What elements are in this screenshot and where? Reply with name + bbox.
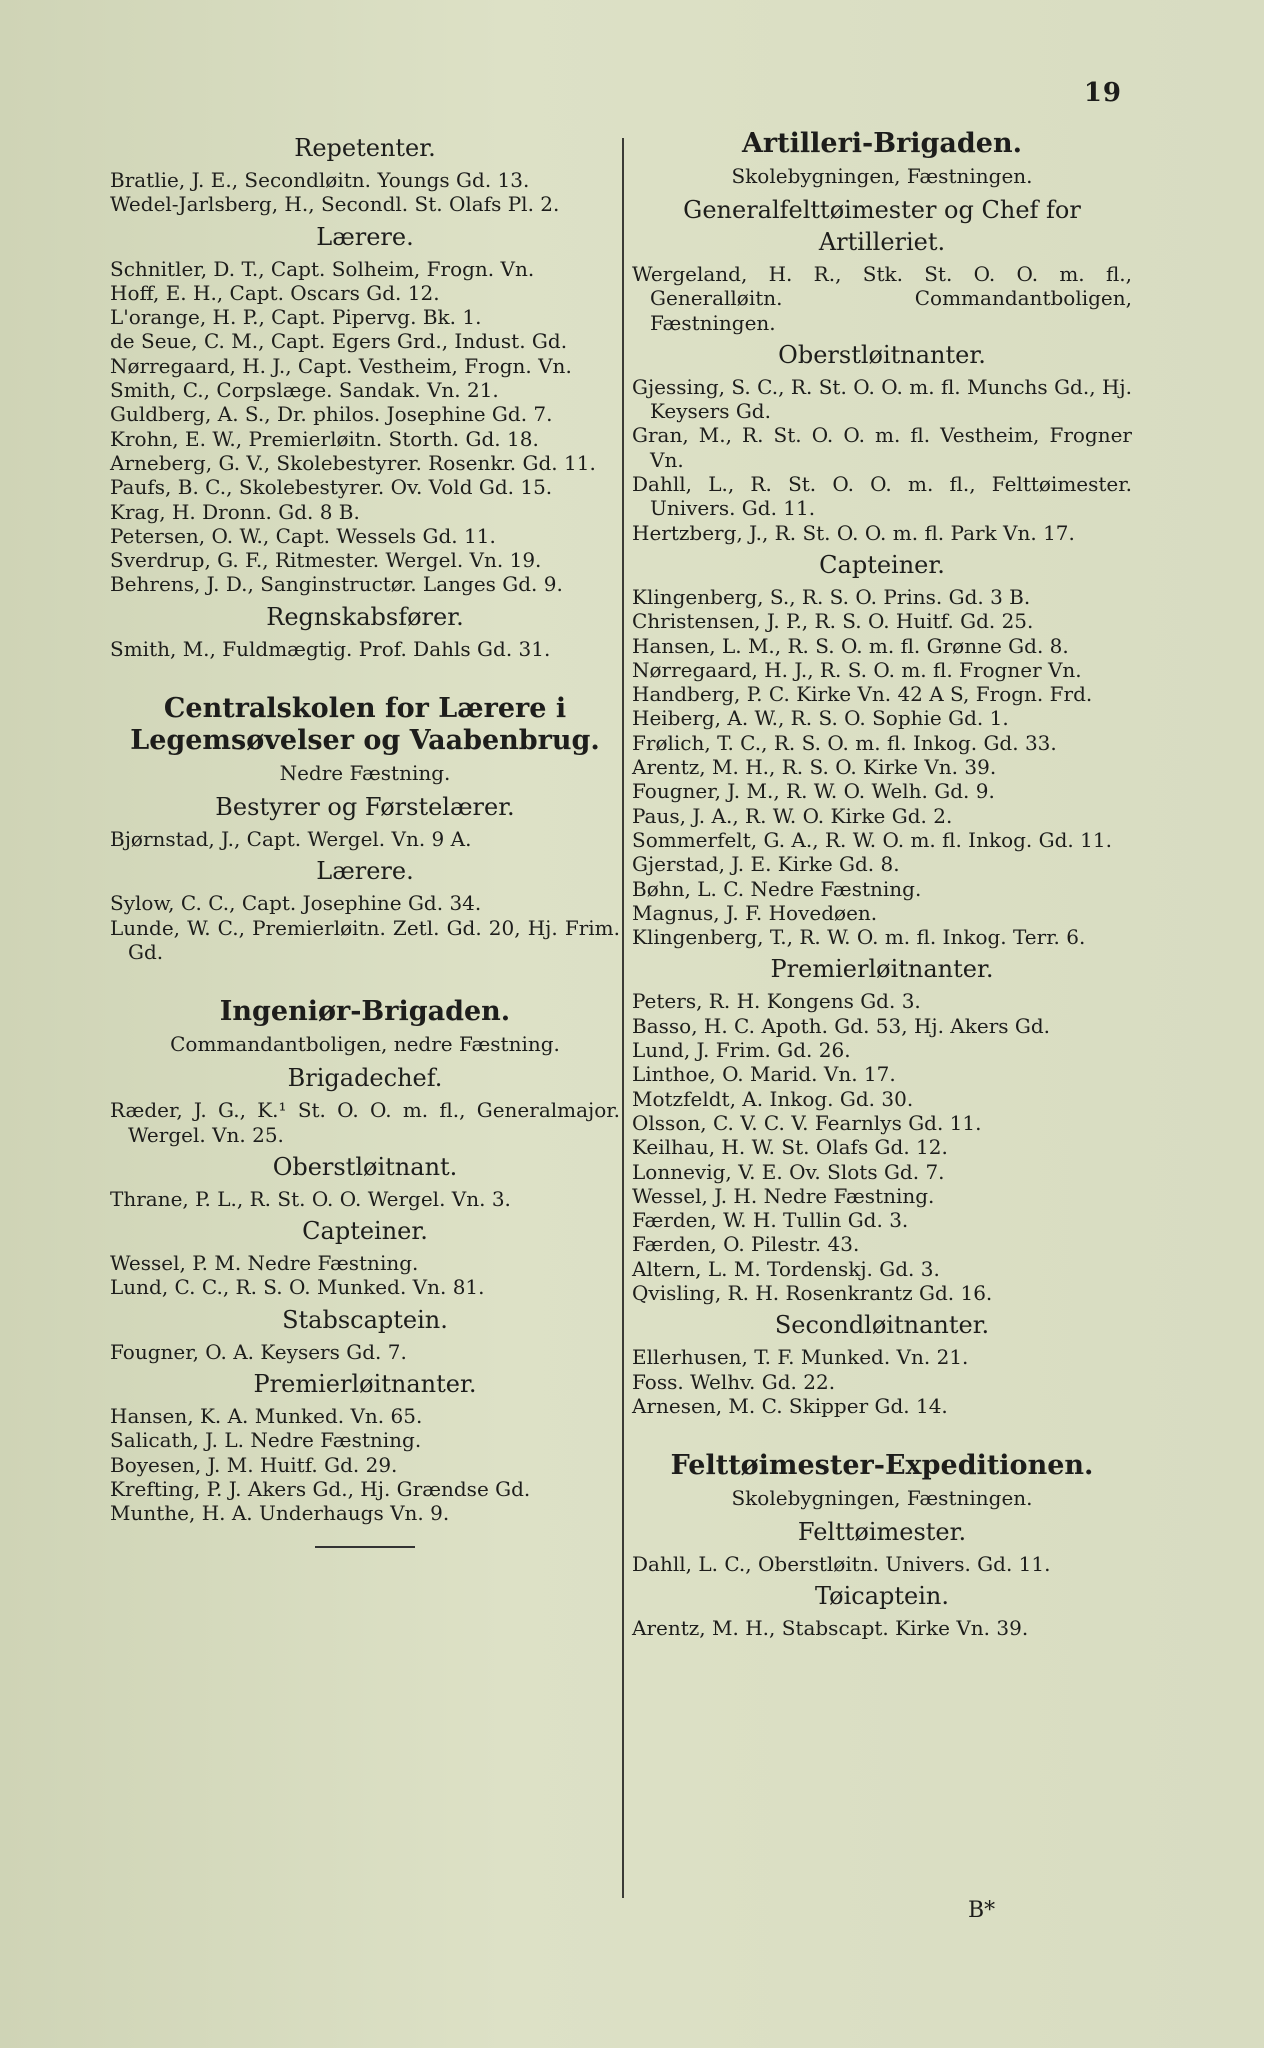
roster-entry: Wessel, P. M. Nedre Fæstning. [110,1251,419,1276]
roster-entry: Færden, O. Pilestr. 43. [632,1232,860,1257]
column-divider [622,138,624,1898]
roster-entry: Lonnevig, V. E. Ov. Slots Gd. 7. [632,1159,945,1184]
roster-entry: Hoff, E. H., Capt. Oscars Gd. 12. [110,280,440,305]
subsection-heading: Felttøimester. [797,1518,967,1547]
roster-entry: Ræder, J. G., K.¹ St. O. O. m. fl., Generalmajor. Wergel. Vn. 25. [110,1098,620,1147]
roster-entry: Fougner, J. M., R. W. O. Welh. Gd. 9. [632,779,995,804]
subsection-heading: Stabscaptein. [282,1305,448,1334]
subsection-heading: Repetenter. [294,134,436,162]
roster-entry: Hansen, L. M., R. S. O. m. fl. Grønne Gd. 8. [632,633,1069,658]
subsection-heading: Capteiner. [302,1217,428,1246]
section-gap [632,1418,1132,1450]
roster-entry: Christensen, J. P., R. S. O. Huitf. Gd. 25. [632,609,1034,634]
roster-entry: Wessel, J. H. Nedre Fæstning. [632,1183,935,1208]
subsection-heading: Brigadechef. [287,1064,443,1093]
subsection-heading: Regnskabsfører. [266,602,464,631]
roster-entry: Wedel-Jarlsberg, H., Secondl. St. Olafs Pl. 2. [110,192,560,217]
subsection-heading: Bestyrer og Førstelærer. [215,793,515,822]
roster-entry: Bjørnstad, J., Capt. Wergel. Vn. 9 A. [110,827,472,852]
roster-entry: Ellerhusen, T. F. Munked. Vn. 21. [632,1345,969,1370]
closing-rule [315,1546,415,1548]
roster-entry: Smith, C., Corpslæge. Sandak. Vn. 21. [110,378,499,403]
roster-entry: Lund, J. Frim. Gd. 26. [632,1038,851,1063]
roster-entry: Hertzberg, J., R. St. O. O. m. fl. Park Vn. 17. [632,520,1075,545]
roster-entry: Gjessing, S. C., R. St. O. O. m. fl. Munchs Gd., Hj. Keysers Gd. [632,374,1132,424]
roster-entry: Dahll, L. C., Oberstløitn. Univers. Gd. 11. [632,1552,1051,1577]
section-subtitle: Skolebygningen, Fæstningen. [731,164,1033,188]
roster-entry: Foss. Welhv. Gd. 22. [632,1369,836,1394]
roster-entry: Gran, M., R. St. O. O. m. fl. Vestheim, Frogner Vn. [632,423,1132,472]
roster-entry: Salicath, J. L. Nedre Fæstning. [110,1428,422,1453]
subsection-heading: Lærere. [316,222,414,251]
section-gap [110,964,620,996]
roster-entry: Krefting, P. J. Akers Gd., Hj. Grændse Gd. [110,1476,531,1501]
roster-entry: Sommerfelt, G. A., R. W. O. m. fl. Inkog. Gd. 11. [632,827,1112,852]
subsection-heading: Generalfelttøimester og Chef for Artilleriet. [683,196,1081,256]
subsection-heading: Lærere. [316,857,414,886]
roster-entry: L'orange, H. P., Capt. Pipervg. Bk. 1. [110,305,482,330]
roster-entry: Magnus, J. F. Hovedøen. [632,900,878,925]
subsection-heading: Premierløitnanter. [253,1370,477,1399]
section-subtitle: Skolebygningen, Fæstningen. [731,1486,1033,1511]
section-title: Centralskolen for Lærere i Legemsøvelser og Vaabenbrug. [130,693,600,757]
roster-entry: Arentz, M. H., R. S. O. Kirke Vn. 39. [632,755,997,780]
subsection-heading: Oberstløitnant. [272,1152,458,1181]
roster-entry: Sylow, C. C., Capt. Josephine Gd. 34. [110,891,482,916]
roster-entry: Paus, J. A., R. W. O. Kirke Gd. 2. [632,803,953,828]
roster-entry: Krag, H. Dronn. Gd. 8 B. [110,499,360,524]
roster-entry: Bratlie, J. E., Secondløitn. Youngs Gd. 13. [110,168,530,192]
roster-entry: Frølich, T. C., R. S. O. m. fl. Inkog. Gd. 33. [632,730,1057,755]
roster-entry: Heiberg, A. W., R. S. O. Sophie Gd. 1. [632,706,1009,731]
roster-entry: Færden, W. H. Tullin Gd. 3. [632,1208,909,1233]
roster-entry: Dahll, L., R. St. O. O. m. fl., Felttøimester. Univers. Gd. 11. [632,472,1132,521]
right-column [632,128,1132,1641]
roster-entry: Nørregaard, H. J., Capt. Vestheim, Frogn. Vn. [110,353,572,378]
section-title: Ingeniør-Brigaden. [219,996,511,1028]
roster-entry: Behrens, J. D., Sanginstructør. Langes Gd. 9. [110,572,563,597]
left-column [110,128,620,1548]
roster-entry: Wergeland, H. R., Stk. St. O. O. m. fl., Generalløitn. Commandantboligen, Fæstningen. [632,262,1132,335]
roster-entry: Fougner, O. A. Keysers Gd. 7. [110,1339,407,1364]
roster-entry: Paufs, B. C., Skolebestyrer. Ov. Vold Gd. 15. [110,475,553,500]
section-subtitle: Commandantboligen, nedre Fæstning. [170,1032,560,1057]
roster-entry: Handberg, P. C. Kirke Vn. 42 A S, Frogn. Frd. [632,682,1093,707]
roster-entry: Arentz, M. H., Stabscapt. Kirke Vn. 39. [632,1616,1029,1641]
roster-entry: Petersen, O. W., Capt. Wessels Gd. 11. [110,523,496,548]
roster-entry: Nørregaard, H. J., R. S. O. m. fl. Frogner Vn. [632,657,1082,682]
roster-entry: Linthoe, O. Marid. Vn. 17. [632,1062,896,1087]
roster-entry: Krohn, E. W., Premierløitn. Storth. Gd. 18. [110,426,539,451]
section-title: Artilleri-Brigaden. [741,128,1023,159]
roster-entry: Arnesen, M. C. Skipper Gd. 14. [632,1393,948,1418]
roster-entry: Hansen, K. A. Munked. Vn. 65. [110,1404,423,1429]
subsection-heading: Oberstløitnanter. [778,340,986,369]
roster-entry: Munthe, H. A. Underhaugs Vn. 9. [110,1501,450,1526]
section-gap [110,661,620,693]
roster-entry: Lund, C. C., R. S. O. Munked. Vn. 81. [110,1275,485,1300]
section-subtitle: Nedre Fæstning. [279,761,451,786]
roster-entry: Motzfeldt, A. Inkog. Gd. 30. [632,1086,914,1111]
roster-entry: Klingenberg, T., R. W. O. m. fl. Inkog. Terr. 6. [632,925,1086,950]
roster-entry: Peters, R. H. Kongens Gd. 3. [632,989,921,1014]
roster-entry: de Seue, C. M., Capt. Egers Grd., Indust. Gd. [110,329,568,354]
roster-entry: Sverdrup, G. F., Ritmester. Wergel. Vn. 19. [110,548,542,573]
roster-entry: Olsson, C. V. C. V. Fearnlys Gd. 11. [632,1110,982,1135]
subsection-heading: Capteiner. [819,550,945,579]
roster-entry: Guldberg, A. S., Dr. philos. Josephine Gd. 7. [110,402,553,427]
signature-mark: B* [968,1898,996,1923]
section-title: Felttøimester-Expeditionen. [670,1450,1094,1482]
roster-entry: Basso, H. C. Apoth. Gd. 53, Hj. Akers Gd. [632,1013,1051,1038]
roster-entry: Arneberg, G. V., Skolebestyrer. Rosenkr. Gd. 11. [110,450,596,475]
roster-entry: Lunde, W. C., Premierløitn. Zetl. Gd. 20, Hj. Frim. Gd. [110,915,620,964]
roster-entry: Bøhn, L. C. Nedre Fæstning. [632,876,922,901]
subsection-heading: Premierløitnanter. [770,955,994,984]
roster-entry: Smith, M., Fuldmægtig. Prof. Dahls Gd. 31. [110,636,551,661]
roster-entry: Keilhau, H. W. St. Olafs Gd. 12. [632,1135,948,1160]
roster-entry: Klingenberg, S., R. S. O. Prins. Gd. 3 B. [632,584,1031,609]
roster-entry: Qvisling, R. H. Rosenkrantz Gd. 16. [632,1280,993,1305]
subsection-heading: Secondløitnanter. [774,1311,990,1340]
roster-entry: Schnitler, D. T., Capt. Solheim, Frogn. Vn. [110,256,535,281]
roster-entry: Thrane, P. L., R. St. O. O. Wergel. Vn. 3. [110,1186,511,1211]
roster-entry: Altern, L. M. Tordenskj. Gd. 3. [632,1256,940,1281]
roster-entry: Gjerstad, J. E. Kirke Gd. 8. [632,852,900,877]
subsection-heading: Tøicaptein. [815,1582,949,1611]
page-number: 19 [1083,78,1122,108]
roster-entry: Boyesen, J. M. Huitf. Gd. 29. [110,1452,398,1477]
